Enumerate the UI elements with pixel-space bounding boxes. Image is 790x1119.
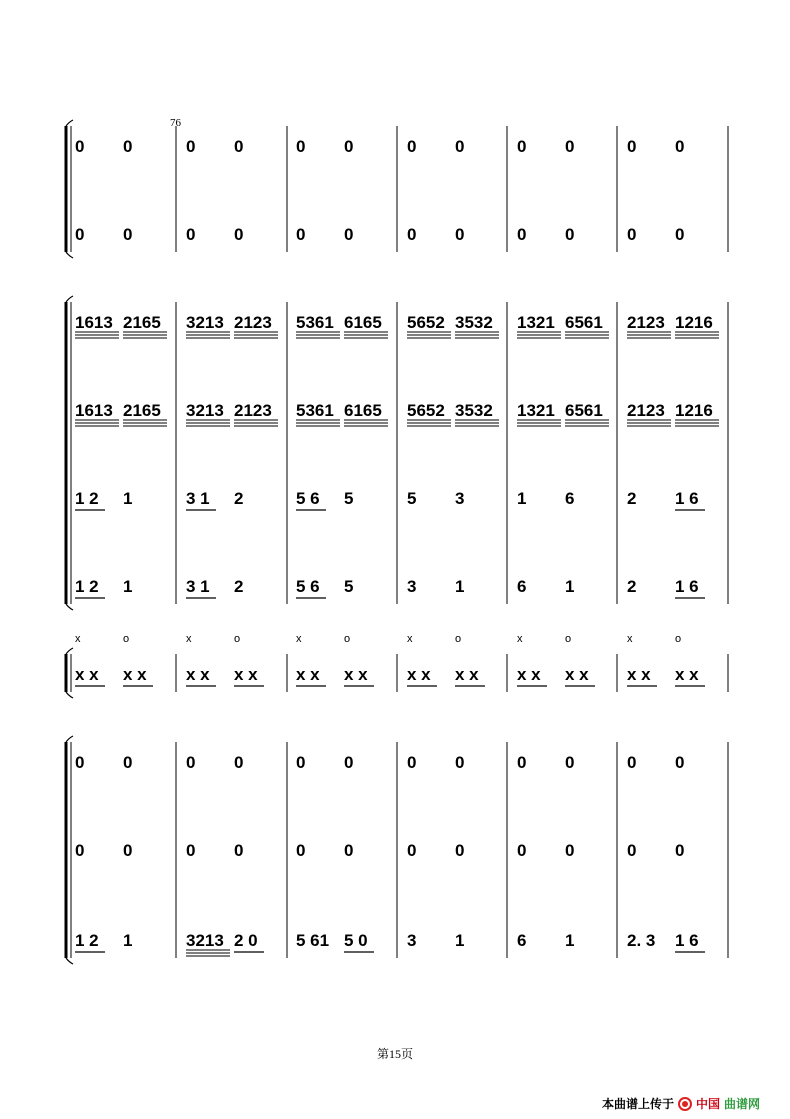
- note-group: 0: [627, 137, 637, 156]
- note-group: 5361: [296, 401, 334, 420]
- bracket-hook-top: [66, 120, 73, 126]
- note-group: 6: [565, 489, 575, 508]
- note-group: 1: [123, 931, 133, 950]
- note-group: 2: [627, 489, 637, 508]
- note-group: 0: [344, 753, 354, 772]
- note-group: x x: [407, 665, 431, 684]
- note-group: 3213: [186, 401, 224, 420]
- upload-credit: [602, 1095, 760, 1112]
- note-group: 5 0: [344, 931, 368, 950]
- note-group: 0: [627, 753, 637, 772]
- note-group: 0: [75, 137, 85, 156]
- note-group: 0: [296, 225, 306, 244]
- note-group: 3532: [455, 401, 493, 420]
- note-group: 0: [455, 841, 465, 860]
- bracket-hook-top: [66, 736, 73, 742]
- site-name-b: 曲谱网: [723, 1097, 760, 1111]
- note-group: 5 6: [296, 489, 320, 508]
- note-group: 3: [455, 489, 465, 508]
- note-group: 0: [234, 753, 244, 772]
- note-group: 0: [344, 841, 354, 860]
- note-group: o: [675, 633, 682, 645]
- note-group: 0: [186, 225, 196, 244]
- note-group: 5 6: [296, 577, 320, 596]
- note-group: x x: [627, 665, 651, 684]
- note-group: 5: [407, 489, 417, 508]
- note-group: 0: [296, 753, 306, 772]
- note-group: 1 6: [675, 489, 699, 508]
- note-group: 2123: [627, 313, 665, 332]
- bracket-hook-bottom: [66, 252, 73, 258]
- note-group: 0: [407, 753, 417, 772]
- note-group: 0: [75, 841, 85, 860]
- note-group: 0: [123, 137, 133, 156]
- note-group: x x: [186, 665, 210, 684]
- note-group: 0: [627, 841, 637, 860]
- note-group: 0: [517, 137, 527, 156]
- note-group: 1: [455, 931, 465, 950]
- note-group: 6: [517, 931, 527, 950]
- note-group: 5: [344, 577, 354, 596]
- note-group: 6561: [565, 313, 603, 332]
- note-group: 2123: [627, 401, 665, 420]
- note-group: x x: [675, 665, 699, 684]
- note-group: 0: [234, 137, 244, 156]
- note-group: 6561: [565, 401, 603, 420]
- note-group: 0: [675, 137, 685, 156]
- note-group: 0: [75, 225, 85, 244]
- note-group: 0: [517, 225, 527, 244]
- note-group: 1: [565, 577, 575, 596]
- note-group: 0: [234, 841, 244, 860]
- note-group: o: [455, 633, 462, 645]
- bracket-hook-bottom: [66, 604, 73, 610]
- note-group: 0: [186, 841, 196, 860]
- site-name-a: 中国: [695, 1097, 720, 1111]
- bracket-hook-top: [66, 648, 73, 654]
- note-group: 0: [123, 841, 133, 860]
- note-group: 2: [627, 577, 637, 596]
- note-group: 3 1: [186, 577, 210, 596]
- note-group: 0: [627, 225, 637, 244]
- note-group: x: [75, 633, 81, 645]
- note-group: 6: [517, 577, 527, 596]
- note-group: 1613: [75, 401, 113, 420]
- note-group: x x: [123, 665, 147, 684]
- note-group: x x: [75, 665, 99, 684]
- note-group: 1321: [517, 401, 555, 420]
- note-group: x: [407, 633, 413, 645]
- note-group: 0: [565, 841, 575, 860]
- note-group: 3213: [186, 931, 224, 950]
- note-group: 0: [565, 753, 575, 772]
- note-group: 1 2: [75, 577, 99, 596]
- note-group: 3: [407, 577, 417, 596]
- note-group: 0: [565, 137, 575, 156]
- note-group: 2165: [123, 313, 161, 332]
- note-group: 3 1: [186, 489, 210, 508]
- note-group: 2. 3: [627, 931, 656, 950]
- note-group: x: [186, 633, 192, 645]
- note-group: 0: [75, 753, 85, 772]
- note-group: o: [123, 633, 130, 645]
- note-group: 0: [296, 841, 306, 860]
- note-group: 3: [407, 931, 417, 950]
- note-group: 0: [565, 225, 575, 244]
- note-group: 5: [344, 489, 354, 508]
- note-group: 0: [407, 137, 417, 156]
- measure-number: 76: [170, 117, 181, 129]
- note-group: 1321: [517, 313, 555, 332]
- note-group: 5361: [296, 313, 334, 332]
- note-group: 1: [123, 489, 133, 508]
- note-group: 5652: [407, 313, 445, 332]
- note-group: 0: [675, 841, 685, 860]
- note-group: 2: [234, 577, 244, 596]
- note-group: 3532: [455, 313, 493, 332]
- note-group: 1: [455, 577, 465, 596]
- note-group: 0: [517, 753, 527, 772]
- note-group: 6165: [344, 313, 382, 332]
- page-number: 第15页: [376, 1047, 413, 1061]
- note-group: 1 6: [675, 931, 699, 950]
- note-group: 1216: [675, 313, 713, 332]
- note-group: 6165: [344, 401, 382, 420]
- note-group: x x: [565, 665, 589, 684]
- note-group: x: [627, 633, 633, 645]
- note-group: 1: [517, 489, 527, 508]
- note-group: 0: [344, 137, 354, 156]
- note-group: 5 61: [296, 931, 330, 950]
- site-logo-icon: [678, 1097, 692, 1111]
- note-group: 1613: [75, 313, 113, 332]
- note-group: 0: [517, 841, 527, 860]
- note-group: 0: [344, 225, 354, 244]
- note-group: 0: [407, 225, 417, 244]
- bracket-hook-bottom: [66, 958, 73, 964]
- note-group: x x: [517, 665, 541, 684]
- note-group: 5652: [407, 401, 445, 420]
- note-group: o: [344, 633, 351, 645]
- note-group: 0: [234, 225, 244, 244]
- note-group: 1: [123, 577, 133, 596]
- note-group: 0: [455, 753, 465, 772]
- note-group: x x: [455, 665, 479, 684]
- note-group: o: [565, 633, 572, 645]
- note-group: 0: [186, 137, 196, 156]
- note-group: 0: [407, 841, 417, 860]
- note-group: 2: [234, 489, 244, 508]
- note-group: 1 2: [75, 931, 99, 950]
- note-group: x x: [296, 665, 320, 684]
- note-group: 0: [675, 225, 685, 244]
- upload-text: 本曲谱上传于: [601, 1097, 674, 1111]
- bracket-hook-bottom: [66, 692, 73, 698]
- note-group: 0: [123, 753, 133, 772]
- note-group: 2123: [234, 401, 272, 420]
- note-group: 1216: [675, 401, 713, 420]
- note-group: 2165: [123, 401, 161, 420]
- note-group: 0: [455, 137, 465, 156]
- note-group: 0: [186, 753, 196, 772]
- note-group: 1 6: [675, 577, 699, 596]
- note-group: 3213: [186, 313, 224, 332]
- note-group: 2123: [234, 313, 272, 332]
- note-group: x x: [234, 665, 258, 684]
- note-group: 0: [455, 225, 465, 244]
- bracket-hook-top: [66, 296, 73, 302]
- note-group: 2 0: [234, 931, 258, 950]
- note-group: 0: [296, 137, 306, 156]
- note-group: 0: [675, 753, 685, 772]
- note-group: o: [234, 633, 241, 645]
- note-group: 1: [565, 931, 575, 950]
- note-group: 0: [123, 225, 133, 244]
- note-group: x: [517, 633, 523, 645]
- note-group: 1 2: [75, 489, 99, 508]
- note-group: x x: [344, 665, 368, 684]
- note-group: x: [296, 633, 302, 645]
